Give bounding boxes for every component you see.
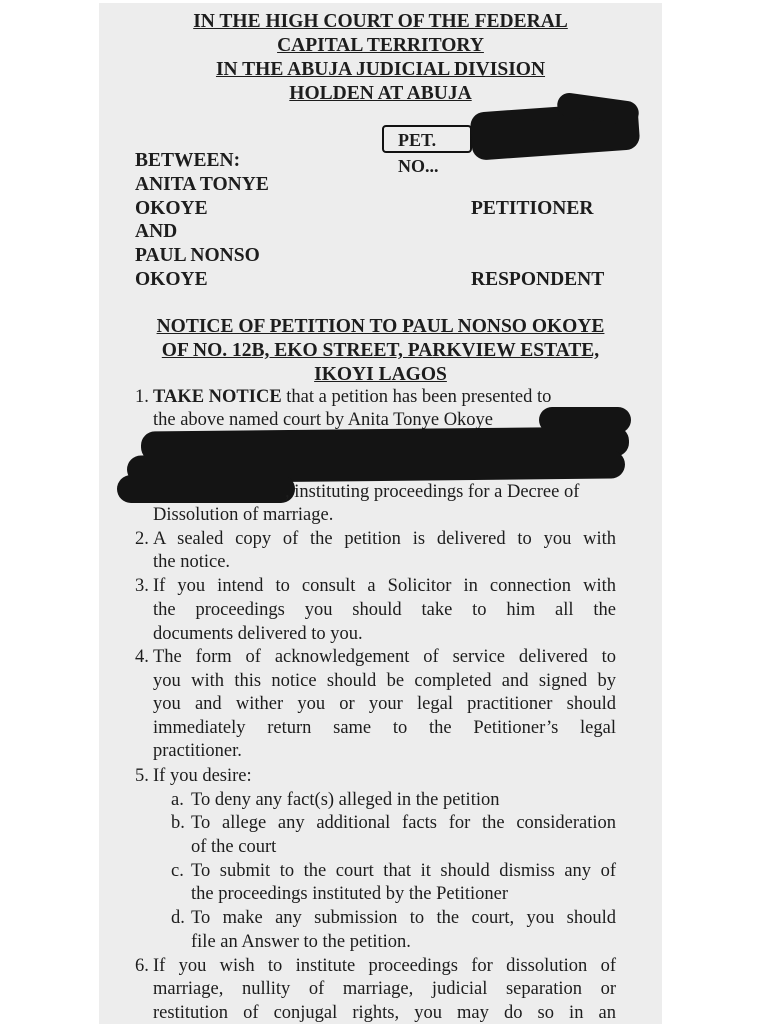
take-notice-bold: TAKE NOTICE [153,387,282,407]
sub-item-c-line-1: To submit to the court that it should dismiss any of [191,861,616,881]
item-number: 1. [135,387,149,407]
item-number: 6. [135,956,149,976]
document-page [99,3,662,1024]
item-1-line-2: the above named court by Anita Tonye Okoye [153,410,494,430]
item-number: 4. [135,647,149,667]
item-6-line-3: restitution of conjugal rights, you may do so in an [153,1003,616,1023]
sub-item-c-line-2: the proceedings instituted by the Petitioner [191,884,509,904]
petition-number-label: PET. NO... [398,130,439,176]
item-1-line-1 [153,386,616,410]
respondent-name-line-2: OKOYE [135,269,208,290]
item-1-line-1-text: that a petition has been presented to [281,387,552,407]
respondent-name-line-1: PAUL NONSO [135,245,260,266]
item-3-line-1: If you intend to consult a Solicitor in connection with [153,576,616,596]
item-number: 3. [135,576,149,596]
sub-item-letter: d. [171,908,185,928]
sub-item-letter: c. [171,861,184,881]
sub-item-b-line-1: To allege any additional facts for the consideration [191,813,616,833]
court-header-line-2: CAPITAL TERRITORY [277,35,484,56]
petitioner-role: PETITIONER [471,198,594,219]
between-label: BETWEEN: [135,150,241,171]
item-4-line-5: practitioner. [153,741,242,761]
item-4-line-1: The form of acknowledgement of service delivered to [153,647,616,667]
item-3-line-2: the proceedings you should take to him all the [153,600,616,620]
sub-item-letter: a. [171,790,184,810]
sub-item-a-line-1: To deny any fact(s) alleged in the petition [191,790,500,810]
sub-item-letter: b. [171,813,185,833]
item-number: 5. [135,766,149,786]
respondent-role: RESPONDENT [471,269,605,290]
petition-number-box [382,125,472,176]
item-6-line-2: marriage, nullity of marriage, judicial separation or [153,979,616,999]
item-6-line-1: If you wish to institute proceedings for dissolution of [153,956,616,976]
sub-item-d-line-1: To make any submission to the court, you should [191,908,616,928]
notice-title-line-2: OF NO. 12B, EKO STREET, PARKVIEW ESTATE, [161,340,600,361]
item-1-line-6: Dissolution of marriage. [153,505,334,525]
item-2-line-2: the notice. [153,552,231,572]
sub-item-d-line-2: file an Answer to the petition. [191,932,411,952]
item-3-line-3: documents delivered to you. [153,624,363,644]
court-header-line-4: HOLDEN AT ABUJA [289,83,472,104]
item-4-line-2: you with this notice should be completed and signed by [153,671,616,691]
court-header-line-1: IN THE HIGH COURT OF THE FEDERAL [193,11,568,32]
notice-title-line-3: IKOYI LAGOS [314,364,447,385]
item-4-line-3: you and wither you or your legal practitioner should [153,694,616,714]
sub-item-b-line-2: of the court [191,837,277,857]
item-1-line-5: , instituting proceedings for a Decree of [285,482,580,502]
item-5-line-1: If you desire: [153,766,252,786]
and-label: AND [135,221,178,242]
notice-title-line-1: NOTICE OF PETITION TO PAUL NONSO OKOYE [156,316,605,337]
item-4-line-4: immediately return same to the Petitioner’s legal [153,718,616,738]
redaction-mark [117,475,295,503]
petitioner-name-line-2: OKOYE [135,198,208,219]
petitioner-name-line-1: ANITA TONYE [135,174,269,195]
court-header-line-3: IN THE ABUJA JUDICIAL DIVISION [215,59,546,80]
item-2-line-1: A sealed copy of the petition is delivered to you with [153,529,616,549]
item-number: 2. [135,529,149,549]
